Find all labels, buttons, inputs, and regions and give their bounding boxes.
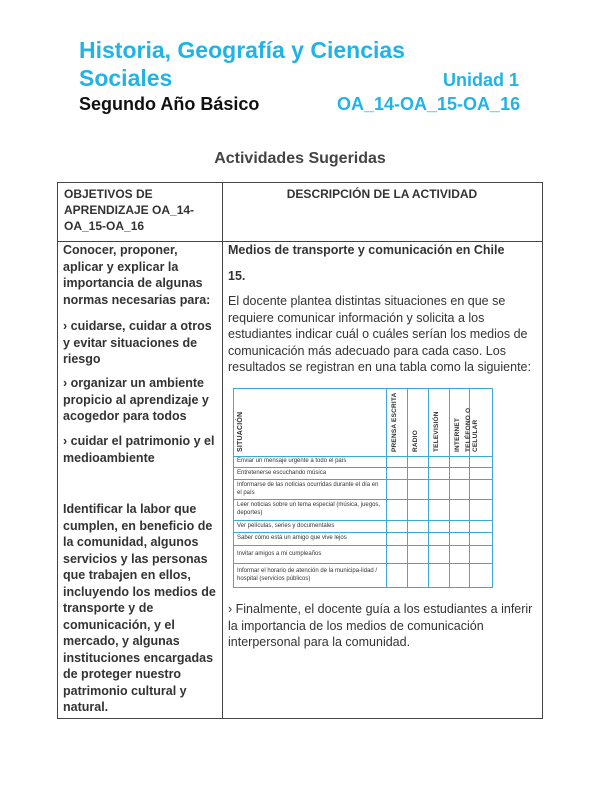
objective-bullet-1: › cuidarse, cuidar a otros y evitar situaciones de riesgo <box>63 319 212 366</box>
table-row <box>234 533 492 546</box>
header-situacion: SITUACIÓN <box>237 411 244 452</box>
table-row <box>234 456 492 468</box>
row-label: Ver películas, series y documentales <box>237 523 335 529</box>
header-television: TELEVISIÓN <box>433 411 440 452</box>
activity-closing: › Finalmente, el docente guía a los estudiantes a inferir la importancia de los medios de comunicación interpersonal para la comunidad. <box>228 602 533 649</box>
row-label: Enviar un mensaje urgente a todo el país <box>237 458 347 464</box>
table-row <box>234 564 492 586</box>
grade-label: Segundo Año Básico <box>79 94 260 114</box>
objective-identify: Identificar la labor que cumplen, en beneficio de la comunidad, algunos servicios y las personas que trabajen en ellos, incluyendo los medios de transporte y de comunicación, y el mercado, y algunas instituciones encargadas de proteger nuestro patrimonio cultural y natural. <box>63 502 216 714</box>
header-radio: RADIO <box>412 430 419 452</box>
row-label: Invitar amigos a mi cumpleaños <box>237 551 322 557</box>
activity-number: 15. <box>228 269 246 283</box>
objective-bullet-2: › organizar un ambiente propicio al aprendizaje y acogedor para todos <box>63 376 209 423</box>
unit-label: Unidad 1 <box>443 70 520 90</box>
section-title: Actividades Sugeridas <box>214 150 386 167</box>
header-telefono: TELÉFONO O CELULAR <box>465 407 479 452</box>
objective-bullet-3: › cuidar el patrimonio y el medioambiente <box>63 434 215 465</box>
row-label: Informar el horario de atención de la municipa-lidad / hospital (servicios públicos) <box>237 568 378 582</box>
column-divider <box>222 183 223 718</box>
row-label: Leer noticias sobre un tema especial (música, juegos, deportes) <box>237 502 381 516</box>
row-label: Entretenerse escuchando música <box>237 470 327 476</box>
row-label: Saber cómo está un amigo que vive lejos <box>237 535 347 541</box>
activity-description: El docente plantea distintas situaciones en que se requiere comunicar información y solicita a los estudiantes indicar cuál o cuáles serían los medios de comunicación más adecuado para cada caso. Los resultados se registran en una tabla como la siguiente: <box>228 294 531 374</box>
header-description: DESCRIPCIÓN DE LA ACTIVIDAD <box>286 187 478 201</box>
table-row <box>234 546 492 564</box>
title-line-2: Sociales <box>79 65 173 91</box>
header-prensa: PRENSA ESCRITA <box>391 392 398 452</box>
situation-table <box>233 388 493 588</box>
objective-intro: Conocer, proponer, aplicar y explicar la importancia de algunas normas necesarias para: <box>63 243 211 307</box>
title-line-1: Historia, Geografía y Ciencias <box>79 37 405 63</box>
situation-table-header <box>234 389 492 457</box>
table-row <box>234 480 492 500</box>
oa-codes: OA_14-OA_15-OA_16 <box>337 94 521 114</box>
table-row <box>234 521 492 533</box>
activity-title: Medios de transporte y comunicación en Chile <box>228 243 505 257</box>
header-internet: INTERNET <box>454 417 461 452</box>
row-label: Informarse de las noticias ocurridas durante el día en el país <box>237 482 379 496</box>
header-objectives: OBJETIVOS DE APRENDIZAJE OA_14-OA_15-OA_16 <box>64 187 195 233</box>
table-row <box>234 468 492 480</box>
table-row <box>234 500 492 521</box>
